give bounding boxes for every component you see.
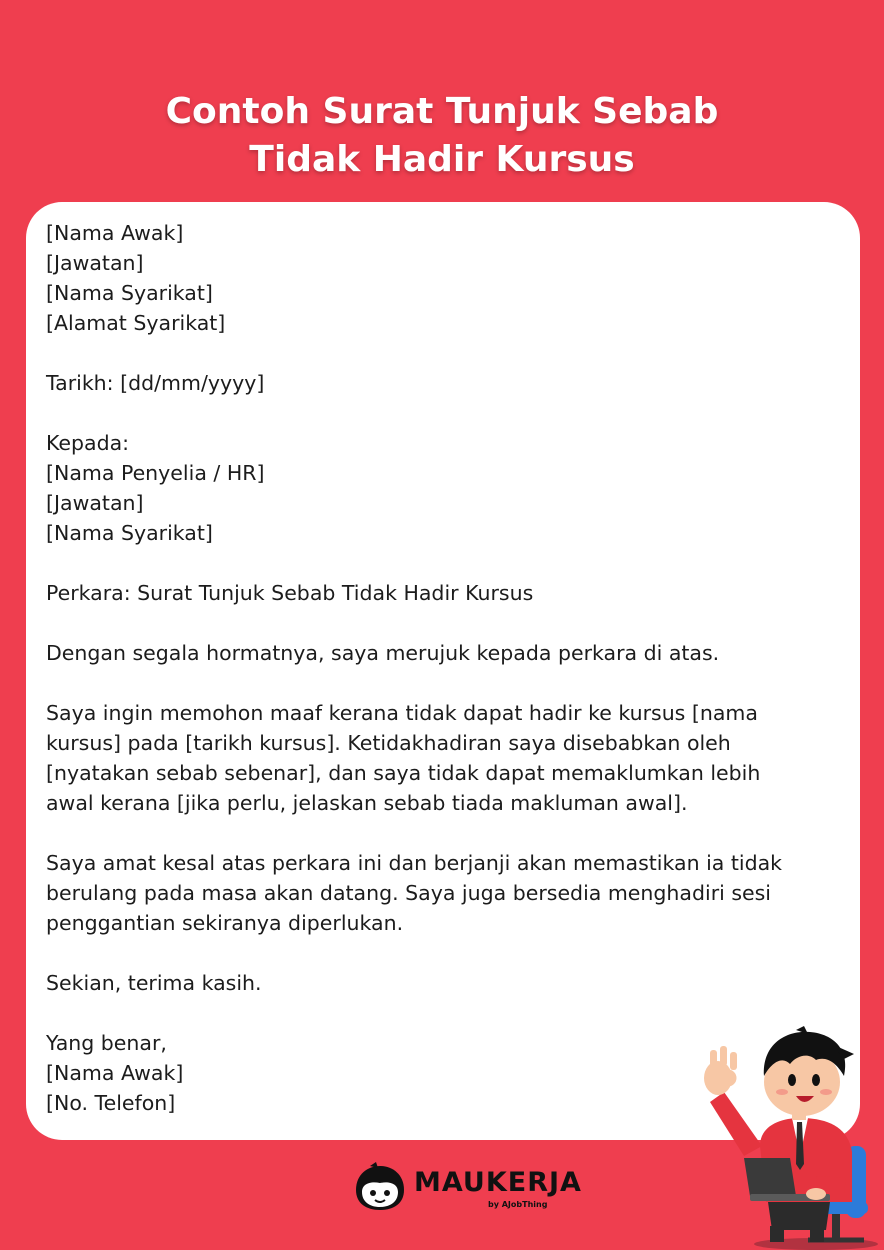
title-line-2: Tidak Hadir Kursus — [249, 139, 635, 180]
maukerja-face-icon — [352, 1162, 408, 1212]
mascot-illustration — [696, 1026, 884, 1250]
recipient-name: [Nama Penyelia / HR] — [46, 461, 265, 485]
recipient-position: [Jawatan] — [46, 491, 144, 515]
letter-body — [46, 218, 836, 1118]
sender-position: [Jawatan] — [46, 251, 144, 275]
letter-date: Tarikh: [dd/mm/yyyy] — [46, 371, 265, 395]
recipient-label: Kepada: — [46, 431, 130, 455]
sender-address: [Alamat Syarikat] — [46, 311, 226, 335]
signoff-name: [Nama Awak] — [46, 1061, 184, 1085]
paragraph-1-line-3: [nyatakan sebab sebenar], dan saya tidak dapat memaklumkan lebih — [46, 761, 761, 785]
paragraph-1-line-1: Saya ingin memohon maaf kerana tidak dapat hadir ke kursus [nama — [46, 701, 758, 725]
letter-card — [26, 202, 860, 1140]
brand-name: MAUKERJA — [414, 1167, 582, 1198]
maukerja-logo — [352, 1162, 582, 1214]
paragraph-2-line-2: berulang pada masa akan datang. Saya juga bersedia menghadiri sesi — [46, 881, 771, 905]
page-title — [0, 88, 884, 184]
signoff-phone: [No. Telefon] — [46, 1091, 176, 1115]
recipient-company: [Nama Syarikat] — [46, 521, 213, 545]
brand-tagline: by AJobThing — [488, 1200, 548, 1209]
sender-company: [Nama Syarikat] — [46, 281, 213, 305]
letter-greeting: Dengan segala hormatnya, saya merujuk kepada perkara di atas. — [46, 641, 720, 665]
paragraph-1-line-4: awal kerana [jika perlu, jelaskan sebab tiada makluman awal]. — [46, 791, 688, 815]
sender-name: [Nama Awak] — [46, 221, 184, 245]
paragraph-1-line-2: kursus] pada [tarikh kursus]. Ketidakhadiran saya disebabkan oleh — [46, 731, 731, 755]
letter-subject: Perkara: Surat Tunjuk Sebab Tidak Hadir Kursus — [46, 581, 534, 605]
title-line-1: Contoh Surat Tunjuk Sebab — [165, 91, 719, 132]
paragraph-2-line-1: Saya amat kesal atas perkara ini dan berjanji akan memastikan ia tidak — [46, 851, 783, 875]
letter-closing: Sekian, terima kasih. — [46, 971, 262, 995]
paragraph-2-line-3: penggantian sekiranya diperlukan. — [46, 911, 404, 935]
signoff-greeting: Yang benar, — [46, 1031, 167, 1055]
